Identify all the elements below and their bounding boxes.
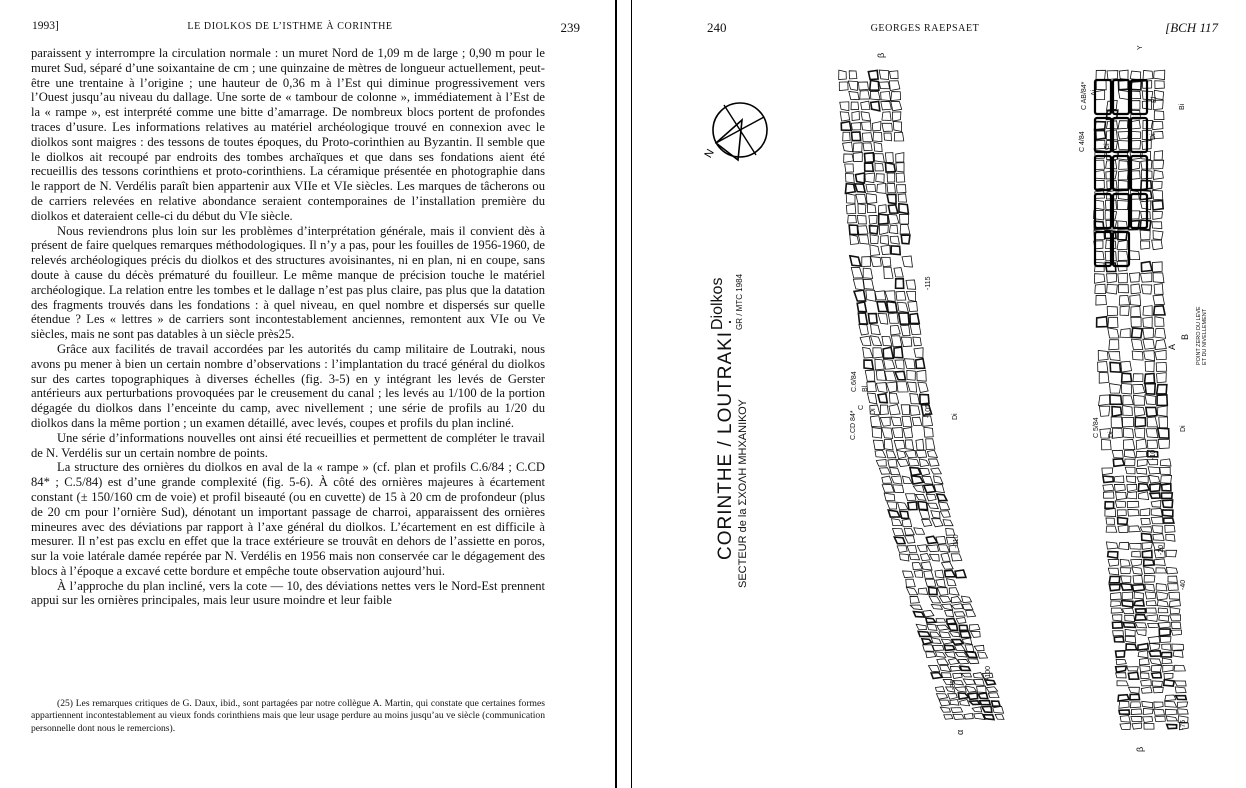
left-running-head-year: 1993]: [32, 20, 59, 32]
figure-subtitle: SECTEUR de la ΣΧΟΛΗ ΜΗΧΑΝΙΚΟΥ: [737, 399, 749, 588]
label-ci: Ci: [1104, 143, 1111, 150]
paragraph-5: La structure des ornières du diolkos en aval de la « rampe » (cf. plan et profils C.6/84 ; C.CD 84* ; C.5/84) est d’une grande complexité (fig. 5-6). À côté des ornières majeures à écartement constant (± 150/160 cm de voie) et profil biseauté (ou en cuvette) de 15 à 20 cm de profondeur (plus de 20 cm pour l’ornière Sud), dénotant un important passage de charroi, apparaissent des ornières mineures avec des déviations par rapport à l’axe général du diolkos. L’écartement en est difficile à mesurer. Il n’est pas exclu en effet que la trace extérieure se trouvât en dehors de l’assiette en poros, sur la voie latérale damée repérée par N. Verdélis en 1956 mais non conservée car le dégagement des blocs à l’époque a excavé cette bordure et empêche toute observation aujourd’hui.: [31, 460, 545, 578]
paragraph-4: Une série d’informations nouvelles ont ainsi été recueillies et permettent de compléter le travail de N. Verdélis sur un certain nombre de points.: [31, 430, 545, 460]
footnote: [31, 698, 545, 735]
label-c: C: [858, 404, 865, 410]
left-page: [0, 0, 616, 788]
label-di-r3: Di: [1108, 431, 1115, 438]
right-running-head-author: GEORGES RAEPSAET: [870, 23, 980, 34]
label-a: A: [1167, 343, 1177, 350]
level-10: -10: [1150, 449, 1157, 460]
label-di-2: Di: [952, 413, 959, 420]
level-75: -75: [1180, 719, 1187, 730]
north-label: N: [702, 147, 717, 161]
point-zero-note: POINT ZERO DU LEVE ET DU NIVELLEMENT: [1196, 306, 1208, 365]
label-di-r2: Di: [1180, 425, 1187, 432]
label-bl-right: Bl: [1151, 96, 1158, 103]
label-b: B: [1180, 333, 1190, 340]
level-40: -40: [1180, 579, 1187, 590]
level-95: -95: [950, 679, 957, 690]
label-c684: C.6/84: [851, 371, 858, 392]
label-beta-top: β: [876, 52, 886, 58]
footnote-25: (25) Les remarques critiques de G. Daux, ibid., sont partagées par notre collègue A. Martin, qui constate que certaines formes appartiennent incontestablement au vieux fonds corinthiens mais que leur usage perdure au moins jusqu’au ve siècle (communication personnelle dont nous le remercions).: [31, 698, 545, 734]
label-beta: β: [1135, 746, 1145, 752]
label-bl: Bl: [862, 385, 869, 392]
paragraph-6: À l’approche du plan incliné, vers la cote — 10, des déviations nettes vers le Nord-Est prennent appui sur les ornières principales, mais leur usure moindre et leur faible: [31, 578, 545, 608]
label-di-r1: Di: [1150, 133, 1157, 140]
figure-survey-code: GR / MTC 1984: [735, 273, 744, 330]
label-alpha: α: [955, 729, 965, 735]
body-text: [31, 46, 545, 608]
label-ccd84: C.CD 84*: [850, 410, 857, 440]
right-page-number: 240: [707, 20, 727, 35]
gutter-line-left: [615, 0, 617, 788]
paragraph-1: paraissent y interrompre la circulation normale : un muret Nord de 1,09 m de large ; 0,90 m pour le muret Sud, séparé d’une soixantaine de cm ; une quinzaine de mètres de longueur actuellement, peut-être une trentaine à l’origine ; une hauteur de 0,36 m à l’Est qui diminue progressivement vers l’Ouest jusqu’au niveau du dallage. Une sorte de « tambour de colonne », immédiatement à l’Est de la « rampe », est interprété comme une bitte d’amarrage. De nombreux blocs portent de profondes traces d’usure. Les informations relatives au matériel archéologique trouvé en connexion avec le diolkos sont maigres : des tessons de toutes époques, du Proto-corinthien au Byzantin. Il semble que le diolkos ait recoupé par endroits des tombes archaïques et que dans ses fondations aient été recueillis des tessons corinthiens et proto-corinthiens. La céramique présentée en photographie dans le rapport de N. Verdélis paraît bien appartenir aux VIIe et VIe siècles. Les marques de tâcherons ou de carriers relevées en relative abondance seraient contemporaines de l’installation première du diolkos et dateraient celle-ci du début du VIe siècle.: [31, 46, 545, 223]
figure-title-diolkos: Diolkos: [709, 277, 726, 330]
level-100: -100: [985, 665, 992, 680]
level-115: -115: [925, 276, 932, 290]
right-running-head-journal: [BCH 117: [1165, 20, 1218, 35]
label-y: Y: [1137, 45, 1144, 50]
paragraph-2: Nous reviendrons plus loin sur les problèmes d’interprétation générale, mais il convient dès à présent de faire quelques remarques méthodologiques. Il n’y a pas, pour les fouilles de 1956-1960, de relevés archéologiques précis du diolkos et des structures avoisinantes, ni en plan, ni en coupe, sans doute à cause du décès prématuré du fouilleur. Le même manque de précision touche le matériel archéologique. La relation entre les tombes et le dallage n’est pas plus claire, pas plus que la datation des fragments trouvés dans les fondations : à quel niveau, en quel nombre et dispersés sur quelle étendue ? Les « lettres » de carriers sont incontestablement anciennes, remontent aux VIe ou Ve siècles, mais ne sont pas datables à un siècle près25.: [31, 223, 545, 342]
figure-title-main: CORINTHE / LOUTRAKI .: [715, 318, 736, 560]
level-105: -105: [925, 403, 932, 418]
label-ai: Ai: [1091, 89, 1098, 96]
label-di-1: Di: [870, 408, 877, 415]
label-cab84: C AB/84*: [1081, 81, 1088, 110]
left-page-number: 239: [560, 20, 580, 35]
level-110: -110: [953, 534, 960, 548]
level-20: -20: [1158, 544, 1165, 555]
paragraph-3: Grâce aux facilités de travail accordées par les autorités du camp militaire de Loutraki, nous avons pu mener à bien un certain nombre d’observations : l’implantation du tracé général du diolkos sur des cartes topographiques à diverses échelles (fig. 3-5) en y intégrant les levés de Gerster antérieurs aux perturbations provoquées par le creusement du canal ; les levés au 1/100 de la portion dégagée du diolkos dans l’enceinte du camp, avec nivellement ; une série de profils au 1/20 du diolkos dans la même portion ; un examen détaillé, avec levés, coupes et profils du plan incliné.: [31, 341, 545, 430]
label-c584: C 5/84: [1093, 417, 1100, 438]
label-bi: Bi: [1179, 103, 1186, 110]
left-running-head-title: LE DIOLKOS DE L’ISTHME À CORINTHE: [187, 21, 393, 32]
label-c484: C 4/84: [1079, 131, 1086, 152]
